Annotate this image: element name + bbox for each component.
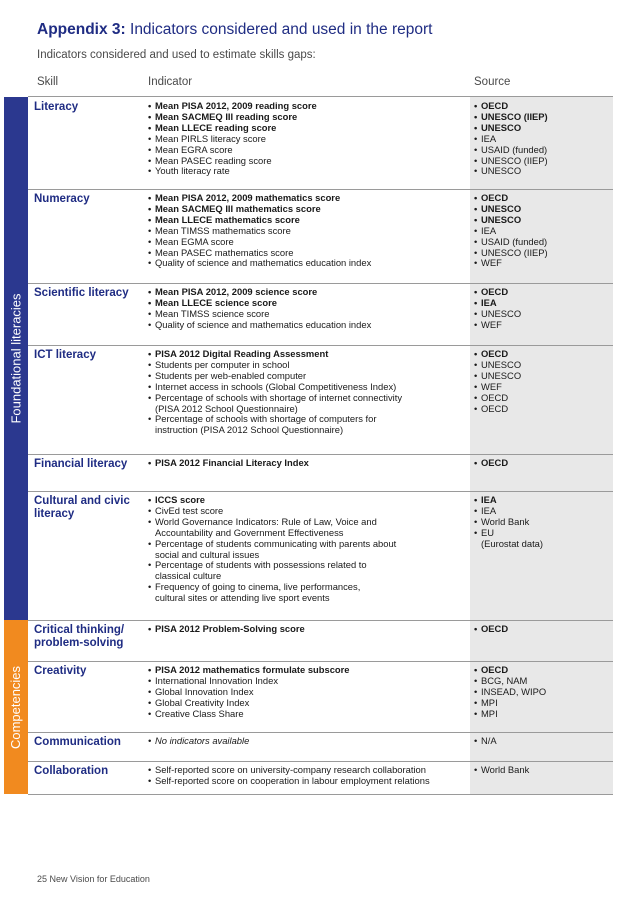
source-list [474,287,610,331]
source-cell [474,624,610,635]
source-item: • WEF [474,258,610,269]
source-list [474,101,610,177]
source-item: • OECD [474,287,610,298]
source-item: • World Bank [474,765,610,776]
indicator-list [148,765,468,787]
source-item: • UNESCO [474,123,610,134]
source-item: • IEA [474,506,610,517]
subtitle: Indicators considered and used to estimate skills gaps: [37,49,316,61]
indicator-list [148,287,468,331]
source-item: • WEF [474,382,610,393]
source-item: • BCG, NAM [474,676,610,687]
indicator-item: • Students per web-enabled computer [148,371,468,382]
indicator-item: • Quality of science and mathematics education index [148,258,468,269]
indicator-list [148,101,468,177]
indicator-list [148,495,468,604]
indicator-item: • Global Innovation Index [148,687,468,698]
header-skill: Skill [37,76,59,88]
source-item: • USAID (funded) [474,145,610,156]
indicator-item: • Mean LLECE mathematics score [148,215,468,226]
indicator-item: • PISA 2012 Digital Reading Assessment [148,349,468,360]
band-label: Foundational literacies [8,293,24,424]
indicator-item: • Mean PISA 2012, 2009 science score [148,287,468,298]
table-row [28,761,613,795]
indicator-item: • CivEd test score [148,506,468,517]
indicator-item: • World Governance Indicators: Rule of Law, Voice and Accountability and Government Effectiveness [148,517,468,539]
source-cell [474,458,610,469]
source-item: • INSEAD, WIPO [474,687,610,698]
indicator-list [148,193,468,269]
header-indicator: Indicator [148,76,193,88]
source-item: • World Bank [474,517,610,528]
title-prefix: Appendix 3: [37,21,126,38]
source-list [474,624,610,635]
indicator-item: • Percentage of students communicating with parents about social and cultural issues [148,539,468,561]
page-footer: 25 New Vision for Education [37,874,150,884]
source-item: • OECD [474,393,610,404]
indicator-cell [148,349,468,436]
indicator-cell [148,624,468,635]
source-item: • UNESCO (IIEP) [474,156,610,167]
indicator-item: • Youth literacy rate [148,166,468,177]
header-source: Source [474,76,511,88]
skill-name: Collaboration [34,765,109,777]
indicator-item: • Mean LLECE science score [148,298,468,309]
indicator-item: • PISA 2012 Problem-Solving score [148,624,468,635]
band-foundational-literacies [4,97,28,620]
indicator-item: • Quality of science and mathematics education index [148,320,468,331]
source-item: • UNESCO [474,166,610,177]
indicator-item: • Percentage of schools with shortage of internet connectivity (PISA 2012 School Questionnaire) [148,393,468,415]
indicator-item: • Mean EGMA score [148,237,468,248]
table-row [28,345,613,455]
source-list [474,736,610,747]
source-item: • IEA [474,495,610,506]
indicator-item: • Global Creativity Index [148,698,468,709]
source-item: • UNESCO [474,204,610,215]
source-cell [474,287,610,331]
indicator-item: • Internet access in schools (Global Competitiveness Index) [148,382,468,393]
source-item: • OECD [474,193,610,204]
indicator-cell [148,193,468,269]
table-row [28,620,613,662]
indicator-item: • No indicators available [148,736,468,747]
source-list [474,458,610,469]
source-item: • MPI [474,709,610,720]
table-row [28,97,613,190]
source-item: • USAID (funded) [474,237,610,248]
indicator-cell [148,458,468,469]
indicator-item: • Mean PIRLS literacy score [148,134,468,145]
source-cell [474,765,610,776]
indicator-item: • Frequency of going to cinema, live performances, cultural sites or attending live sport events [148,582,468,604]
source-list [474,495,610,550]
indicator-item: • ICCS score [148,495,468,506]
skill-name: Critical thinking/ problem-solving [34,624,125,649]
source-item: • IEA [474,226,610,237]
skill-name: Numeracy [34,193,90,205]
table-row [28,491,613,621]
source-item: • MPI [474,698,610,709]
source-list [474,349,610,414]
indicator-cell [148,101,468,177]
indicator-list [148,624,468,635]
indicator-list [148,736,468,747]
indicator-item: • PISA 2012 mathematics formulate subscore [148,665,468,676]
indicator-item: • Mean PASEC reading score [148,156,468,167]
skill-name: Scientific literacy [34,287,129,299]
source-cell [474,736,610,747]
source-cell [474,665,610,720]
indicator-list [148,458,468,469]
indicator-item: • Creative Class Share [148,709,468,720]
source-item: • OECD [474,404,610,415]
indicator-item: • Mean PISA 2012, 2009 reading score [148,101,468,112]
source-item: • UNESCO (IIEP) [474,248,610,259]
source-cell [474,495,610,550]
skill-name: Literacy [34,101,79,113]
source-item: • UNESCO [474,371,610,382]
indicator-item: • Self-reported score on university-company research collaboration [148,765,468,776]
skill-name: Creativity [34,665,87,677]
table-row [28,454,613,492]
table-row [28,283,613,346]
indicator-item: • Mean PISA 2012, 2009 mathematics score [148,193,468,204]
indicator-list [148,665,468,720]
skill-name: Communication [34,736,121,748]
source-item: • EU (Eurostat data) [474,528,610,550]
band-competencies [4,620,28,794]
indicator-item: • Mean EGRA score [148,145,468,156]
source-item: • UNESCO [474,215,610,226]
source-item: • UNESCO [474,309,610,320]
source-item: • OECD [474,624,610,635]
indicator-item: • Students per computer in school [148,360,468,371]
table-row [28,661,613,733]
indicator-list [148,349,468,436]
indicator-item: • Percentage of schools with shortage of computers for instruction (PISA 2012 School Questionnaire) [148,414,468,436]
indicator-item: • Mean LLECE reading score [148,123,468,134]
page-title [37,21,432,39]
indicator-item: • Mean TIMSS science score [148,309,468,320]
indicator-item: • PISA 2012 Financial Literacy Index [148,458,468,469]
source-list [474,665,610,720]
skill-name: ICT literacy [34,349,96,361]
band-label: Competencies [8,665,24,749]
source-item: • N/A [474,736,610,747]
source-item: • IEA [474,134,610,145]
source-item: • UNESCO (IIEP) [474,112,610,123]
skill-name: Cultural and civic literacy [34,495,130,520]
indicator-item: • Mean PASEC mathematics score [148,248,468,259]
indicator-item: • International Innovation Index [148,676,468,687]
indicator-item: • Self-reported score on cooperation in labour employment relations [148,776,468,787]
indicator-item: • Percentage of students with possessions related to classical culture [148,560,468,582]
source-cell [474,101,610,177]
source-cell [474,193,610,269]
indicator-cell [148,495,468,604]
source-item: • IEA [474,298,610,309]
source-cell [474,349,610,414]
indicator-cell [148,665,468,720]
source-list [474,765,610,776]
table-row [28,732,613,762]
source-item: • OECD [474,349,610,360]
skill-name: Financial literacy [34,458,128,470]
indicator-item: • Mean TIMSS mathematics score [148,226,468,237]
indicator-item: • Mean SACMEQ III mathematics score [148,204,468,215]
source-item: • UNESCO [474,360,610,371]
source-item: • OECD [474,101,610,112]
source-item: • OECD [474,458,610,469]
source-item: • OECD [474,665,610,676]
source-item: • WEF [474,320,610,331]
indicator-cell [148,736,468,747]
indicator-item: • Mean SACMEQ III reading score [148,112,468,123]
title-text: Indicators considered and used in the report [125,21,433,38]
indicator-cell [148,765,468,787]
indicator-cell [148,287,468,331]
source-list [474,193,610,269]
table-row [28,189,613,284]
